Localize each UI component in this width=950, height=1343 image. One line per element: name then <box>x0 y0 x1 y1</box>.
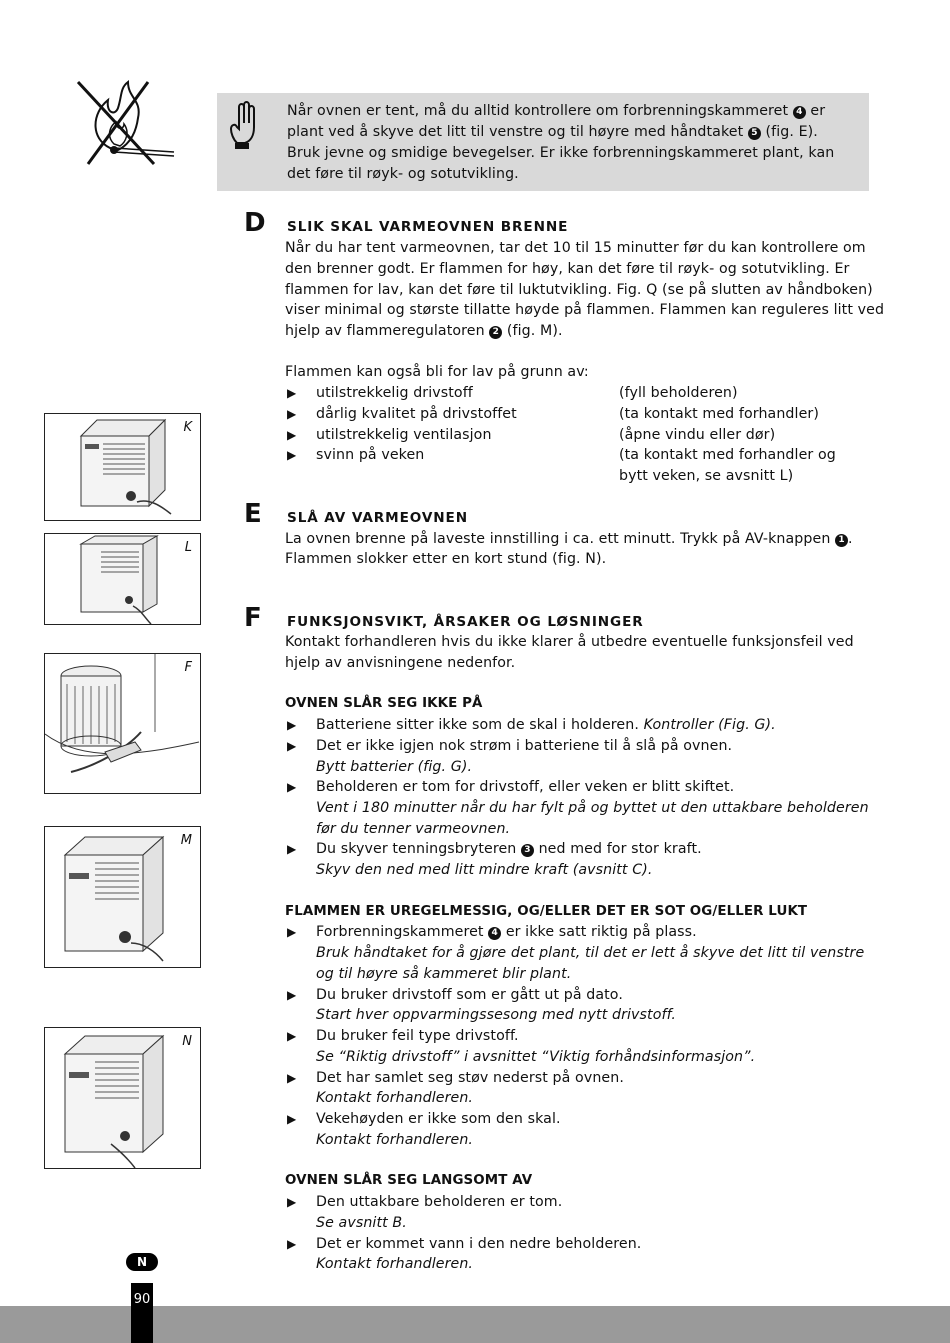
figure-label: K <box>183 420 192 435</box>
solution-text: Skyv den ned med litt mindre kraft (avsnitt C). <box>316 862 653 878</box>
bullet-icon: ▶ <box>287 386 297 400</box>
page-number: 90 <box>133 1292 151 1307</box>
note-line-4: det føre til røyk- og sotutvikling. <box>287 166 519 182</box>
section-d-line: viser minimal og største tillatte høyde på flammen. Flammen kan reguleres litt ved <box>285 302 885 318</box>
solution-text: Kontakt forhandleren. <box>316 1256 474 1272</box>
solution-text: Bytt batterier (fig. G). <box>316 759 473 775</box>
section-f-line: Kontakt forhandleren hvis du ikke klarer å utbedre eventuelle funksjonsfeil ved <box>285 634 854 650</box>
bullet-icon: ▶ <box>287 842 297 856</box>
figure-m <box>44 826 201 968</box>
figure-f <box>44 653 201 794</box>
subheading: FLAMMEN ER UREGELMESSIG, OG/ELLER DET ER SOT OG/ELLER LUKT <box>285 904 808 919</box>
section-d-line: hjelp av flammeregulatoren 2 (fig. M). <box>285 323 563 339</box>
bullet-icon: ▶ <box>287 1071 297 1085</box>
figure-n <box>44 1027 201 1169</box>
cause-remedy-cont: bytt veken, se avsnitt L) <box>619 468 794 484</box>
solution-text: og til høyre så kammeret blir plant. <box>316 966 572 982</box>
bullet-icon: ▶ <box>287 718 297 732</box>
heater-regulator-illustration <box>45 827 200 967</box>
bullet-icon: ▶ <box>287 448 297 462</box>
bullet-icon: ▶ <box>287 1237 297 1251</box>
bullet-icon: ▶ <box>287 925 297 939</box>
problem-item: Beholderen er tom for drivstoff, eller veken er blitt skiftet. <box>316 779 735 795</box>
bullet-icon: ▶ <box>287 1029 297 1043</box>
burner-handle-illustration <box>45 654 200 793</box>
solution-text: Start hver oppvarmingssesong med nytt drivstoff. <box>316 1007 677 1023</box>
section-e-heading: SLÅ AV VARMEOVNEN <box>287 510 469 526</box>
section-d-line: Når du har tent varmeovnen, tar det 10 til 15 minutter før du kan kontrollere om <box>285 240 866 256</box>
heater-knob-illustration <box>45 414 200 520</box>
problem-item: Du bruker feil type drivstoff. <box>316 1028 519 1044</box>
cause-remedy: (ta kontakt med forhandler og <box>619 447 836 463</box>
pointing-hand-icon <box>227 99 261 151</box>
section-f-heading: FUNKSJONSVIKT, ÅRSAKER OG LØSNINGER <box>287 614 644 630</box>
cause-remedy: (åpne vindu eller dør) <box>619 427 776 443</box>
cause-remedy: (ta kontakt med forhandler) <box>619 406 819 422</box>
problem-item: Det har samlet seg støv nederst på ovnen. <box>316 1070 624 1086</box>
cause-item: svinn på veken <box>316 447 425 463</box>
figure-label: M <box>180 833 192 848</box>
section-e-line: La ovnen brenne på laveste innstilling i ca. ett minutt. Trykk på AV-knappen 1 . <box>285 531 853 547</box>
problem-item: Den uttakbare beholderen er tom. <box>316 1194 563 1210</box>
section-e-line: Flammen slokker etter en kort stund (fig. N). <box>285 551 607 567</box>
bullet-icon: ▶ <box>287 780 297 794</box>
bullet-icon: ▶ <box>287 1195 297 1209</box>
solution-text: før du tenner varmeovnen. <box>316 821 511 837</box>
solution-text: Se avsnitt B. <box>316 1215 407 1231</box>
problem-item: Du skyver tenningsbryteren 3 ned med for stor kraft. <box>316 841 702 857</box>
section-letter-e: E <box>244 499 262 529</box>
cause-item: utilstrekkelig drivstoff <box>316 385 473 401</box>
language-badge: N <box>126 1253 158 1271</box>
problem-item: Du bruker drivstoff som er gått ut på dato. <box>316 987 623 1003</box>
solution-text: Kontakt forhandleren. <box>316 1132 474 1148</box>
figure-label: N <box>182 1034 192 1049</box>
bullet-icon: ▶ <box>287 1112 297 1126</box>
problem-item: Det er kommet vann i den nedre beholderen. <box>316 1236 642 1252</box>
problem-item: Forbrenningskammeret 4 er ikke satt riktig på plass. <box>316 924 697 940</box>
section-f-line: hjelp av anvisningene nedenfor. <box>285 655 516 671</box>
solution-text: Kontakt forhandleren. <box>316 1090 474 1106</box>
heater-button-illustration <box>45 534 200 624</box>
section-letter-d: D <box>244 208 266 238</box>
section-d-line: den brenner godt. Er flammen for høy, kan det føre til røyk- og sotutvikling. Er <box>285 261 850 277</box>
figure-l <box>44 533 201 625</box>
cause-item: dårlig kvalitet på drivstoffet <box>316 406 517 422</box>
solution-text: Vent i 180 minutter når du har fylt på og byttet ut den uttakbare beholderen <box>316 800 869 816</box>
problem-item: Batteriene sitter ikke som de skal i holderen. Kontroller (Fig. G). <box>316 717 776 733</box>
subheading: OVNEN SLÅR SEG LANGSOMT AV <box>285 1173 533 1188</box>
cause-item: utilstrekkelig ventilasjon <box>316 427 492 443</box>
cause-remedy: (fyll beholderen) <box>619 385 738 401</box>
section-d-line: flammen for lav, kan det føre til luktutvikling. Fig. Q (se på slutten av håndboken) <box>285 282 873 298</box>
bullet-icon: ▶ <box>287 739 297 753</box>
bullet-icon: ▶ <box>287 428 297 442</box>
problem-item: Vekehøyden er ikke som den skal. <box>316 1111 561 1127</box>
section-letter-f: F <box>244 603 262 633</box>
figure-k <box>44 413 201 521</box>
heater-off-illustration <box>45 1028 200 1168</box>
low-flame-intro: Flammen kan også bli for lav på grunn av: <box>285 364 589 380</box>
problem-item: Det er ikke igjen nok strøm i batteriene til å slå på ovnen. <box>316 738 733 754</box>
solution-text: Se “Riktig drivstoff” i avsnittet “Viktig forhåndsinformasjon”. <box>316 1049 756 1065</box>
no-open-flame-icon <box>70 78 180 170</box>
note-line-1: Når ovnen er tent, må du alltid kontrollere om forbrenningskammeret 4 er <box>287 103 826 119</box>
note-line-3: Bruk jevne og smidige bevegelser. Er ikke forbrenningskammeret plant, kan <box>287 145 835 161</box>
section-d-heading: SLIK SKAL VARMEOVNEN BRENNE <box>287 219 569 235</box>
figure-label: L <box>184 540 192 555</box>
bullet-icon: ▶ <box>287 407 297 421</box>
figure-label: F <box>184 660 192 675</box>
bullet-icon: ▶ <box>287 988 297 1002</box>
subheading: OVNEN SLÅR SEG IKKE PÅ <box>285 696 483 711</box>
note-line-2: plant ved å skyve det litt til venstre og til høyre med håndtaket 5 (fig. E). <box>287 124 818 140</box>
solution-text: Bruk håndtaket for å gjøre det plant, til det er lett å skyve det litt til venstre <box>316 945 865 961</box>
